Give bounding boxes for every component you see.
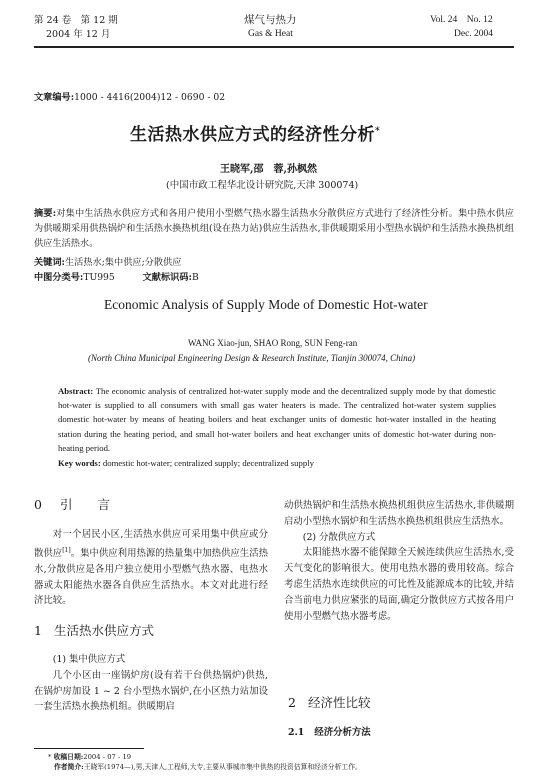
clc-value: TU995 [83, 272, 115, 283]
section-1-1 [34, 652, 268, 715]
affiliation-cn: (中国市政工程华北设计研究院,天津 300074) [166, 180, 359, 191]
section-1-1-paragraph: 几个小区由一座锅炉房(设有若干台供热锅炉)供热,在锅炉房加设 1 ~ 2 台小型热水锅炉,在小区热力站加设一套生活热水换热机组。供暖期启 [34, 669, 268, 713]
section-0-heading [34, 495, 110, 513]
abstract-cn-label: 摘要: [34, 208, 57, 219]
section-1-2-paragraph: 太阳能热水器不能保障全天候连续供应生活热水,受天气变化的影响很大。使用电热水器的费用较高。综合考虑生活热水连续供应的可比性及能源成本的比较,并结合当前电力供应紧张的局面,确定分散供应方式按各用户使用小型燃气热水器考虑。 [284, 547, 514, 622]
section-1-1-heading: (1) 集中供应方式 [52, 654, 126, 665]
header-rule [34, 46, 514, 48]
abstract-cn [34, 206, 514, 251]
authors-cn: 王晓军,邵 蓉,孙枫然 [220, 164, 317, 175]
footnote-received-value: 2004 - 07 - 19 [83, 753, 132, 761]
section-2-1-number: 2.1 [288, 727, 305, 738]
title-en: Economic Analysis of Supply Mode of Domestic Hot-water [104, 297, 428, 312]
keywords-cn-label: 关键词: [34, 257, 65, 268]
journal-name-en: Gas & Heat [248, 29, 293, 39]
section-0-number: 0 [34, 497, 42, 512]
section-1-number: 1 [34, 623, 42, 638]
footnote-author [48, 762, 362, 772]
section-1-2-heading: (2) 分散供应方式 [302, 531, 376, 543]
section-1-heading [34, 621, 154, 639]
clc-label: 中图分类号: [34, 272, 84, 283]
abstract-en-label: Abstract: [58, 386, 94, 396]
citation-1: [1] [62, 546, 71, 554]
footnote-mark: * [48, 753, 52, 761]
keywords-cn-text: 生活热水;集中供应;分散供应 [64, 257, 182, 268]
classification [34, 270, 199, 285]
article-number [34, 90, 225, 105]
title-footnote-mark: * [375, 126, 381, 137]
section-0-text-b: 。集中供应利用热源的热量集中加热供应生活热水,分散供应是各用户独立使用小型燃气热水器、电热水器或太阳能热水器各自供应生活热水。本文对此进行经济比较。 [34, 547, 268, 607]
footnote-received-label: 收稿日期: [53, 753, 84, 761]
section-2-number: 2 [288, 695, 296, 710]
title-text: 生活热水供应方式的经济性分析 [130, 125, 375, 145]
section-2-title: 经济性比较 [307, 695, 371, 710]
section-2-1-heading [288, 725, 371, 741]
doc-code-label: 文献标识码: [142, 272, 192, 283]
keywords-en-label: Key words: [58, 458, 101, 468]
page-title [130, 120, 380, 145]
article-number-value: 1000 - 4416(2004)12 - 0690 - 02 [74, 92, 226, 103]
section-1-title: 生活热水供应方式 [53, 623, 154, 638]
footnote [48, 752, 362, 772]
journal-volume-issue: 第 24 卷 第 12 期 [34, 15, 118, 26]
section-0-text-a: 对一个居民小区,生活热水供应可采用集中供应或分散供应 [34, 529, 268, 559]
abstract-cn-text: 对集中生活热水供应方式和各用户使用小型燃气热水器生活热水分散供应方式进行了经济性分析。集中热水供应为供暖期采用供热锅炉和生活热水换热机组(设在热力站)供应生活热水,非供暖期采用小型热水锅炉和生活热水换热机组供应生活热水。 [34, 208, 514, 249]
doc-code-value: B [191, 272, 199, 283]
right-column-text [284, 498, 514, 624]
journal-date-en: Dec. 2004 [454, 29, 494, 39]
section-0-paragraph [34, 527, 268, 609]
keywords-en [58, 456, 314, 470]
section-2-heading [288, 693, 370, 711]
keywords-cn [34, 255, 181, 270]
section-2-1-title: 经济分析方法 [314, 727, 371, 738]
affiliation-en: (North China Municipal Engineering Design & Research Institute, Tianjin 300074, China) [88, 353, 416, 363]
journal-date: 2004 年 12 月 [46, 29, 111, 40]
section-0-title: 引 言 [59, 497, 110, 512]
authors-en: WANG Xiao-jun, SHAO Rong, SUN Feng-ran [188, 338, 358, 348]
article-number-label: 文章编号: [34, 92, 75, 103]
footnote-author-label: 作者简介: [54, 763, 84, 771]
section-1-1-continued: 动供热锅炉和生活热水换热机组供应生活热水,非供暖期启动小型热水锅炉和生活热水换热机组供应生活热水。 [284, 500, 514, 527]
keywords-en-text: domestic hot-water; centralized supply; decentralized supply [102, 458, 314, 468]
footnote-rule [34, 748, 144, 749]
journal-name-cn: 煤气与热力 [244, 14, 297, 26]
journal-volume-en: Vol. 24 No. 12 [430, 15, 493, 25]
footnote-author-value: 王晓军(1974—),男,天津人,工程师,大专,主要从事城市集中供热的投资估算和经济分析工作。 [83, 763, 362, 771]
abstract-en [58, 384, 496, 455]
abstract-en-text: The economic analysis of centralized hot-water supply mode and the decentralized supply mode by that domestic hot-water is supplied to all consumers with small gas water heaters is made. The centralized hot-water system supplies domestic hot-water by means of heating boilers and heat exchanger units of domestic hot-water installed in the heating station during the heating period, and small hot-water boilers and heat exchanger units of domestic hot-water during non-heating period. [58, 386, 497, 453]
footnote-received [48, 752, 362, 762]
